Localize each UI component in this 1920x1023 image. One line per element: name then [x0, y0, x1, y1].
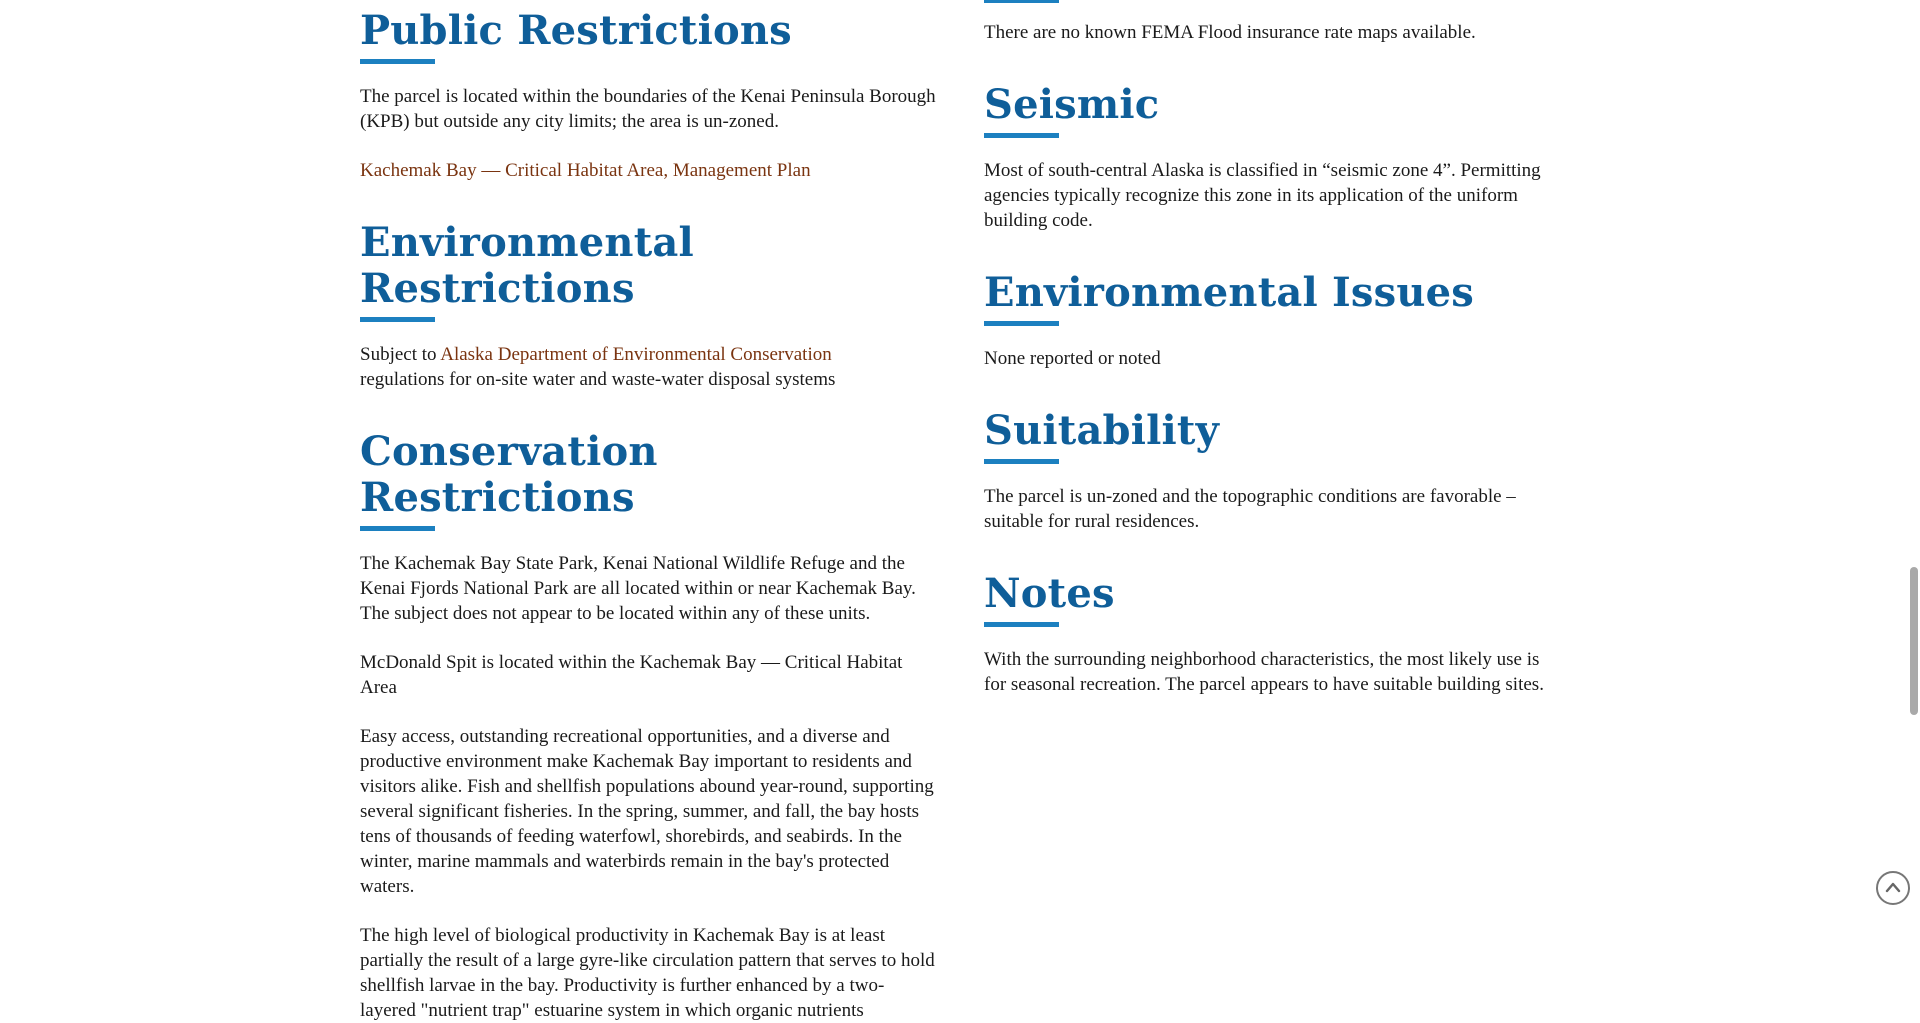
- back-to-top-button[interactable]: [1876, 871, 1910, 905]
- scrollbar-thumb[interactable]: [1910, 567, 1918, 715]
- public-restrictions-section: [360, 8, 940, 183]
- flood-text: There are no known FEMA Flood insurance rate maps available.: [984, 22, 1476, 43]
- public-restrictions-heading: Public Restrictions: [360, 8, 940, 64]
- page-scrollbar[interactable]: [1906, 0, 1920, 916]
- environmental-issues-text: None reported or noted: [984, 348, 1161, 369]
- environmental-restrictions-section: [360, 220, 940, 392]
- suitability-section: [984, 408, 1564, 534]
- public-restrictions-text: The parcel is located within the boundaries of the Kenai Peninsula Borough (KPB) but outside any city limits; the area is un-zoned.: [360, 86, 936, 132]
- environmental-issues-section: [984, 270, 1564, 371]
- suitability-heading: Suitability: [984, 408, 1564, 464]
- suitability-text: The parcel is un-zoned and the topographic conditions are favorable – suitable for rural residences.: [984, 486, 1516, 532]
- conservation-paragraph-2: McDonald Spit is located within the Kachemak Bay — Critical Habitat Area: [360, 652, 903, 698]
- conservation-restrictions-section: [360, 429, 940, 1023]
- environmental-restrictions-text: [360, 342, 940, 392]
- seismic-section: [984, 82, 1564, 233]
- conservation-paragraph-1: The Kachemak Bay State Park, Kenai National Wildlife Refuge and the Kenai Fjords National Park are all located within or near Kachemak Bay. The subject does not appear to be located within any of these units.: [360, 553, 916, 624]
- conservation-paragraph-3: Easy access, outstanding recreational opportunities, and a diverse and productive environment make Kachemak Bay important to residents and visitors alike. Fish and shellfish populations abound year-round, supporting several significant fisheries. In the spring, summer, and fall, the bay hosts tens of thousands of feeding waterfowl, shorebirds, and seabirds. In the winter, marine mammals and waterbirds remain in the bay's protected waters.: [360, 726, 934, 897]
- conservation-paragraph-4: The high level of biological productivity in Kachemak Bay is at least partially the result of a large gyre-like circulation pattern that serves to hold shellfish larvae in the bay. Productivity is further enhanced by a two-layered "nutrient trap" estuarine system in which organic nutrients: [360, 925, 935, 1021]
- notes-text: With the surrounding neighborhood characteristics, the most likely use is for seasonal recreation. The parcel appears to have suitable building sites.: [984, 649, 1544, 695]
- chevron-up-circle-icon: [1884, 879, 1902, 897]
- left-column: [360, 8, 940, 1023]
- conservation-restrictions-heading: Conservation Restrictions: [360, 429, 940, 531]
- right-column: [984, 20, 1564, 697]
- adec-link[interactable]: Alaska Department of Environmental Conservation: [440, 344, 832, 365]
- seismic-heading: Seismic: [984, 82, 1564, 138]
- flood-section-underline: [984, 0, 1059, 3]
- notes-section: [984, 571, 1564, 697]
- environmental-restrictions-heading: Environmental Restrictions: [360, 220, 940, 322]
- notes-heading: Notes: [984, 571, 1564, 627]
- environmental-restrictions-prefix: Subject to: [360, 344, 441, 365]
- critical-habitat-management-plan-link[interactable]: Kachemak Bay — Critical Habitat Area, Management Plan: [360, 160, 811, 181]
- environmental-issues-heading: Environmental Issues: [984, 270, 1564, 326]
- environmental-restrictions-suffix: regulations for on-site water and waste-water disposal systems: [360, 369, 836, 390]
- seismic-text: Most of south-central Alaska is classified in “seismic zone 4”. Permitting agencies typically recognize this zone in its application of the uniform building code.: [984, 160, 1541, 231]
- public-restrictions-link-paragraph: [360, 158, 940, 183]
